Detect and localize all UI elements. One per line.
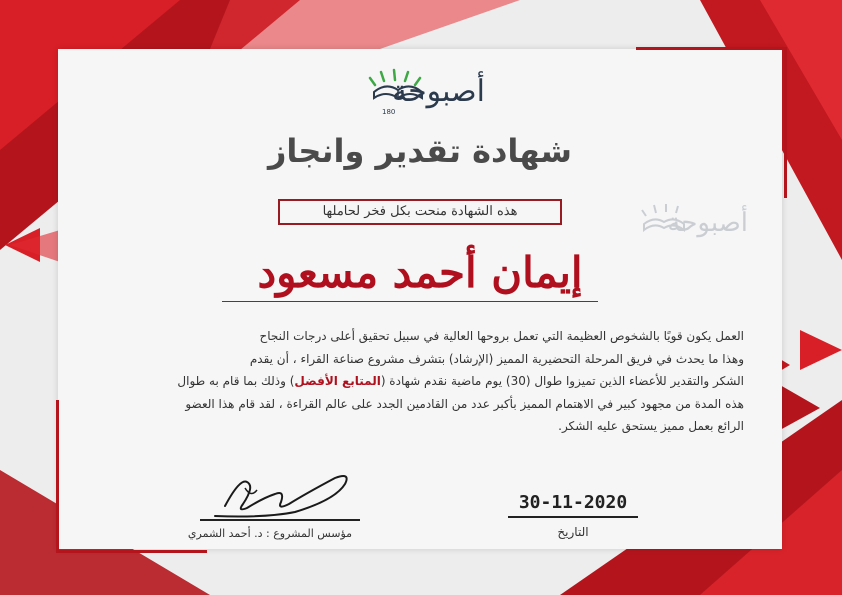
certificate-subtitle: هذه الشهادة منحت بكل فخر لحاملها: [322, 204, 518, 219]
watermark-logo: [636, 200, 748, 256]
name-underline: [222, 301, 598, 302]
award-title-highlight: المتابع الأفضل: [294, 374, 381, 388]
body-line-3: [96, 370, 744, 393]
date-line: [508, 516, 638, 518]
recipient-name: إيمان أحمد مسعود: [257, 248, 583, 297]
subtitle-box: [278, 199, 562, 225]
date-label: التاريخ: [557, 525, 589, 539]
logo-number: 180: [382, 108, 396, 116]
date-value: 30-11-2020: [518, 492, 628, 513]
frame-corner-top-right: [636, 47, 787, 198]
signature-label: مؤسس المشروع : د. أحمد الشمري: [187, 527, 353, 540]
body-line-1: العمل يكون قويًا بالشخوص العظيمة التي تعمل بروحها العالية في سبيل تحقيق أعلى درجات النجاح: [259, 329, 744, 343]
body-line-3-end: ) وذلك بما قام به طوال: [177, 374, 295, 388]
body-line-2: وهذا ما يحدث في فريق المرحلة التحضيرية المميز (الإرشاد) بتشرف مشروع صناعة القراء ، أن يقدم: [249, 351, 744, 366]
certificate-body: [96, 325, 744, 438]
watermark-text: أصبوحة: [667, 208, 748, 238]
signature-image: [185, 468, 365, 518]
logo-text: أصبوحة: [392, 74, 485, 109]
signature-line: [200, 519, 360, 521]
logo: [360, 68, 485, 120]
body-line-3-start: الشكر والتقدير للأعضاء الذين تميزوا طوال (30) يوم ماضية نقدم شهادة (: [380, 374, 744, 388]
body-line-4: هذه المدة من مجهود كبير في الاهتمام المميز بأكبر عدد من القادمين الجدد على عالم القراءة ، لقد قام هذا العضو: [185, 396, 744, 411]
body-line-5: الرائع بعمل مميز يستحق عليه الشكر.: [558, 419, 744, 433]
certificate-title: شهادة تقدير وانجاز: [267, 132, 573, 170]
